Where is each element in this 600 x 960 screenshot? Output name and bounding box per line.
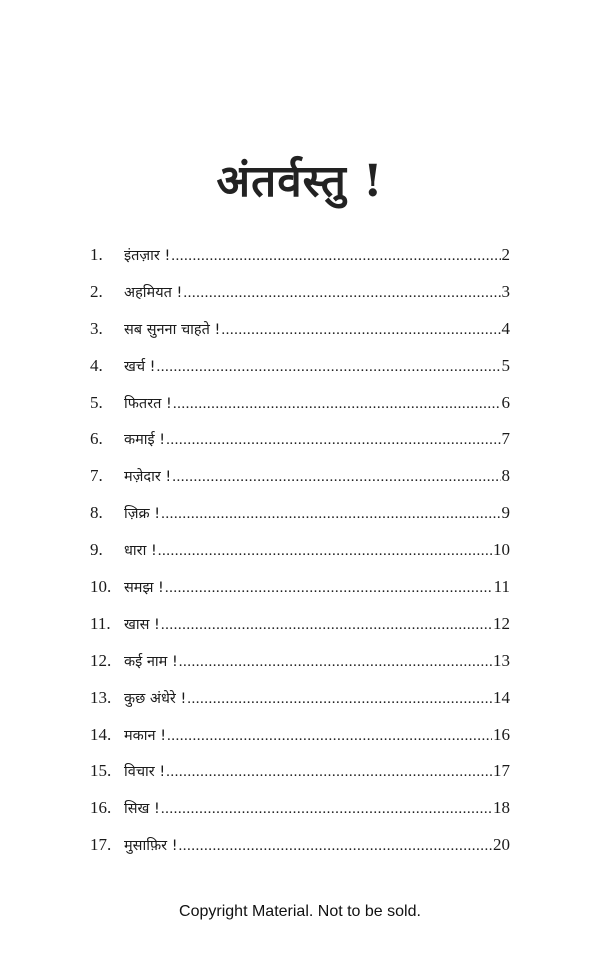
entry-number: 10.: [90, 577, 112, 597]
toc-entry[interactable]: [90, 725, 510, 762]
entry-page: 10: [493, 540, 510, 560]
entry-number: 2.: [90, 281, 103, 301]
entry-title: अहमियत !: [124, 284, 183, 301]
entry-page: 6: [501, 392, 510, 412]
toc-entry[interactable]: [90, 651, 510, 688]
entry-number: 17.: [90, 835, 112, 855]
entry-title: फितरत !: [124, 395, 172, 412]
toc-entry[interactable]: [90, 356, 510, 393]
entry-title: सिख !: [124, 801, 160, 818]
toc-entry[interactable]: [90, 835, 510, 872]
entry-number: 6.: [90, 429, 103, 449]
dot-leader: [158, 543, 492, 560]
entry-page: 5: [501, 355, 510, 375]
entry-title: मुसाफ़िर !: [124, 838, 178, 855]
entry-title: मज़ेदार !: [124, 469, 172, 486]
entry-number: 3.: [90, 318, 103, 338]
entry-number: 4.: [90, 355, 103, 375]
entry-page: 16: [493, 724, 510, 744]
entry-page: 7: [501, 429, 510, 449]
dot-leader: [166, 764, 492, 781]
dot-leader: [157, 359, 501, 376]
entry-number: 13.: [90, 687, 112, 707]
toc-entry[interactable]: [90, 282, 510, 319]
entry-page: 4: [501, 318, 510, 338]
entry-title: इंतज़ार !: [124, 248, 171, 264]
entry-title: सब सुनना चाहते !: [124, 321, 221, 338]
entry-page: 12: [493, 613, 510, 633]
entry-title: मकान !: [124, 727, 167, 744]
dot-leader: [166, 432, 500, 449]
entry-title: कुछ अंधेरे !: [124, 690, 187, 707]
entry-page: 2: [501, 245, 510, 264]
toc-entry[interactable]: [90, 761, 510, 798]
entry-number: 15.: [90, 761, 112, 781]
entry-page: 18: [493, 798, 510, 818]
entry-page: 9: [501, 503, 510, 523]
dot-leader: [161, 801, 492, 818]
dot-leader: [187, 691, 492, 708]
entry-title: कई नाम !: [124, 653, 178, 670]
toc-entry[interactable]: [90, 614, 510, 651]
entry-title: ज़िक्र !: [124, 506, 161, 523]
entry-number: 1.: [90, 245, 103, 264]
entry-page: 3: [501, 281, 510, 301]
dot-leader: [161, 617, 492, 634]
entry-number: 11.: [90, 613, 111, 633]
table-of-contents: [90, 245, 510, 872]
toc-entry[interactable]: [90, 688, 510, 725]
dot-leader: [173, 396, 501, 413]
toc-entry[interactable]: [90, 503, 510, 540]
entry-number: 8.: [90, 503, 103, 523]
toc-entry[interactable]: [90, 245, 510, 282]
dot-leader: [165, 580, 493, 597]
dot-leader: [183, 285, 500, 302]
dot-leader: [171, 248, 500, 265]
entry-number: 14.: [90, 724, 112, 744]
entry-page: 20: [493, 835, 510, 855]
toc-entry[interactable]: [90, 540, 510, 577]
entry-number: 7.: [90, 466, 103, 486]
page-title: अंतर्वस्तु !: [216, 156, 384, 208]
entry-title: कमाई !: [124, 432, 166, 449]
toc-entry[interactable]: [90, 798, 510, 835]
entry-title: धारा !: [124, 543, 157, 560]
entry-title: समझ !: [124, 580, 164, 597]
copyright-notice: Copyright Material. Not to be sold.: [179, 903, 421, 920]
entry-page: 8: [501, 466, 510, 486]
toc-entry[interactable]: [90, 319, 510, 356]
toc-entry[interactable]: [90, 466, 510, 503]
entry-page: 11: [493, 577, 510, 597]
dot-leader: [161, 506, 500, 523]
dot-leader: [179, 838, 492, 855]
toc-entry[interactable]: [90, 393, 510, 430]
entry-page: 17: [493, 761, 510, 781]
dot-leader: [172, 469, 500, 486]
toc-entry[interactable]: [90, 429, 510, 466]
dot-leader: [179, 654, 492, 671]
entry-title: विचार !: [124, 764, 166, 781]
entry-title: खास !: [124, 616, 160, 633]
entry-number: 5.: [90, 392, 103, 412]
entry-page: 14: [493, 687, 510, 707]
entry-number: 16.: [90, 798, 112, 818]
dot-leader: [221, 322, 500, 339]
dot-leader: [167, 728, 492, 745]
toc-entry[interactable]: [90, 577, 510, 614]
entry-page: 13: [493, 650, 510, 670]
entry-number: 9.: [90, 540, 103, 560]
entry-title: खर्च !: [124, 358, 156, 375]
entry-number: 12.: [90, 650, 112, 670]
